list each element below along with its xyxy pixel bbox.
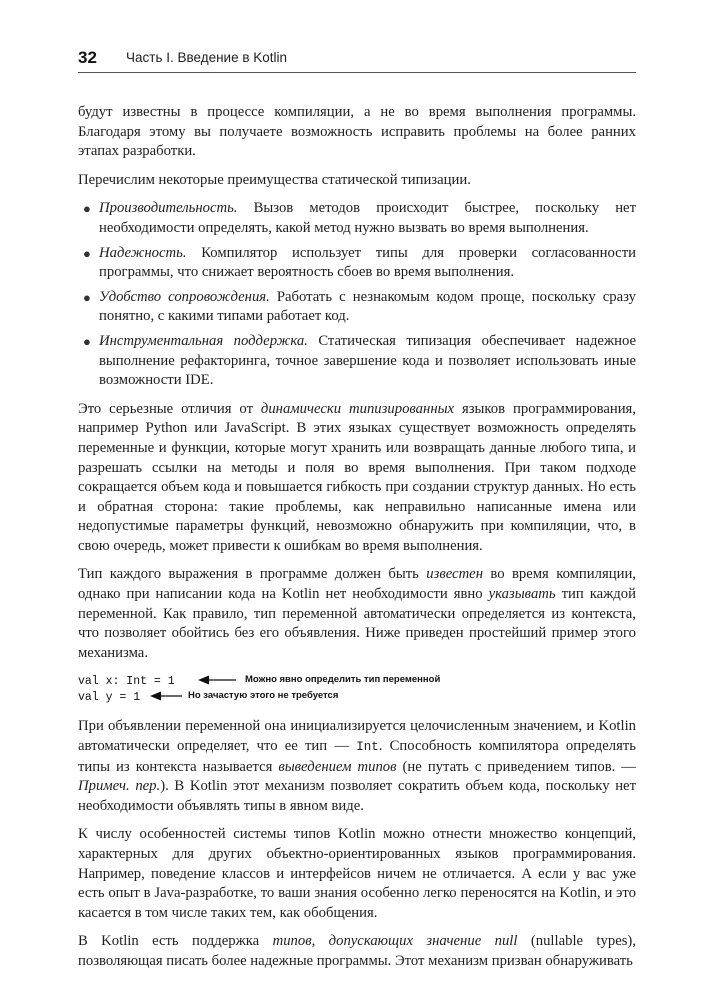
list-item-term: Удобство сопровождения. [99,288,270,305]
book-page [78,44,636,972]
list-item-text: Работать с незнакомым кодом проще, поскольку сразу понятно, с какими типами работает код. [99,288,636,325]
paragraph-2: Перечислим некоторые преимущества статической типизации. [78,171,471,188]
paragraph-1: будут известны в процессе компиляции, а не во время выполнения программы. Благодаря этому вы получаете возможность исправить проблемы на более ранних этапах разработки. [78,104,636,160]
inline-code: Int [356,740,379,755]
paragraph-3: Это серьезные отличия от динамически типизированных языков программирования, например Python или JavaScript. В этих языках существует возможность определять переменные и функции, которые могут хранить или возвращать данные любого типа, и разрешать ссылки на методы и поля во время выполнения. При таком подходе сокращается объем кода и повышается гибкость при создании структур данных. Но есть и обратная сторона: такие проблемы, как неправильно написанные имена или недопустимые параметры функций, невозможно обнаружить при компиляции, что, в свою очередь, может привести к ошибкам во время выполнения. [78,400,636,554]
list-item-term: Инструментальная поддержка. [99,332,308,349]
paragraph-6: К числу особенностей системы типов Kotlin можно отнести множество концепций, характерных для других объектно-ориентированных языков программирования. Например, поведение классов и интерфейсов ничем не отличается. А если у вас уже есть опыт в Java-разработке, то ваши знания особенно легко переносятся на Kotlin, и это касается в том числе таких тем, как обобщения. [78,826,636,921]
emphasis: динамически типизированных [260,400,455,417]
list-item [78,244,636,283]
emphasis: Примеч. пер. [78,778,161,795]
code-annotation: Можно явно определить тип переменной [245,674,441,686]
page-number: 32 [78,48,97,67]
list-item-term: Надежность. [99,244,187,261]
code-line [78,688,636,704]
code-line [78,672,636,688]
page-header [78,44,636,73]
emphasis: известен [426,566,483,583]
list-item [78,199,636,238]
arrow-left-icon [150,688,184,704]
bullet-icon: ● [83,201,91,217]
emphasis: указывать [488,586,556,603]
advantages-list [78,199,636,390]
arrow-left-icon [198,672,238,688]
list-item [78,332,636,391]
emphasis: выведением типов [278,758,397,775]
emphasis: типов, допускающих значение null [272,933,518,950]
paragraph-5: При объявлении переменной она инициализируется целочисленным значением, и Kotlin автоматически определяет, что ее тип — Int. Способность компилятора определять типы из контекста называется выведением типов (не путать с приведением типов. — Примеч. пер.). В Kotlin этот механизм позволяет сократить объем кода, поскольку нет необходимости объявлять типы в явном виде. [78,718,636,814]
bullet-icon: ● [83,245,91,261]
code-example [78,672,636,704]
list-item-text: Вызов методов происходит быстрее, поскольку нет необходимости определять, какой метод нужно вызвать во время выполнения. [99,200,636,236]
bullet-icon: ● [83,289,91,305]
code-text: val x: Int = 1 [78,675,175,689]
code-annotation: Но зачастую этого не требуется [188,690,339,702]
list-item [78,288,636,327]
paragraph-7: В Kotlin есть поддержка типов, допускающих значение null (nullable types), позволяющая писать более надежные программы. Этот механизм призван обнаруживать [78,933,636,969]
list-item-term: Производительность. [99,200,238,217]
running-title: Часть I. Введение в Kotlin [126,50,288,65]
paragraph-4: Тип каждого выражения в программе должен быть известен во время компиляции, однако при написании кода на Kotlin нет необходимости явно указывать тип каждой переменной. Как правило, тип переменной автоматически определяется из контекста, что позволяет обойтись без его объявления. Ниже приведен простейший пример этого механизма. [78,566,636,661]
code-text: val y = 1 [78,691,141,705]
list-item-text: Статическая типизация обеспечивает надежное выполнение рефакторинга, точное завершение кода и позволяет использовать иные возможности IDE. [99,332,636,389]
bullet-icon: ● [83,333,91,349]
list-item-text: Компилятор использует типы для проверки согласованности программы, что снижает вероятность сбоев во время выполнения. [99,244,636,281]
